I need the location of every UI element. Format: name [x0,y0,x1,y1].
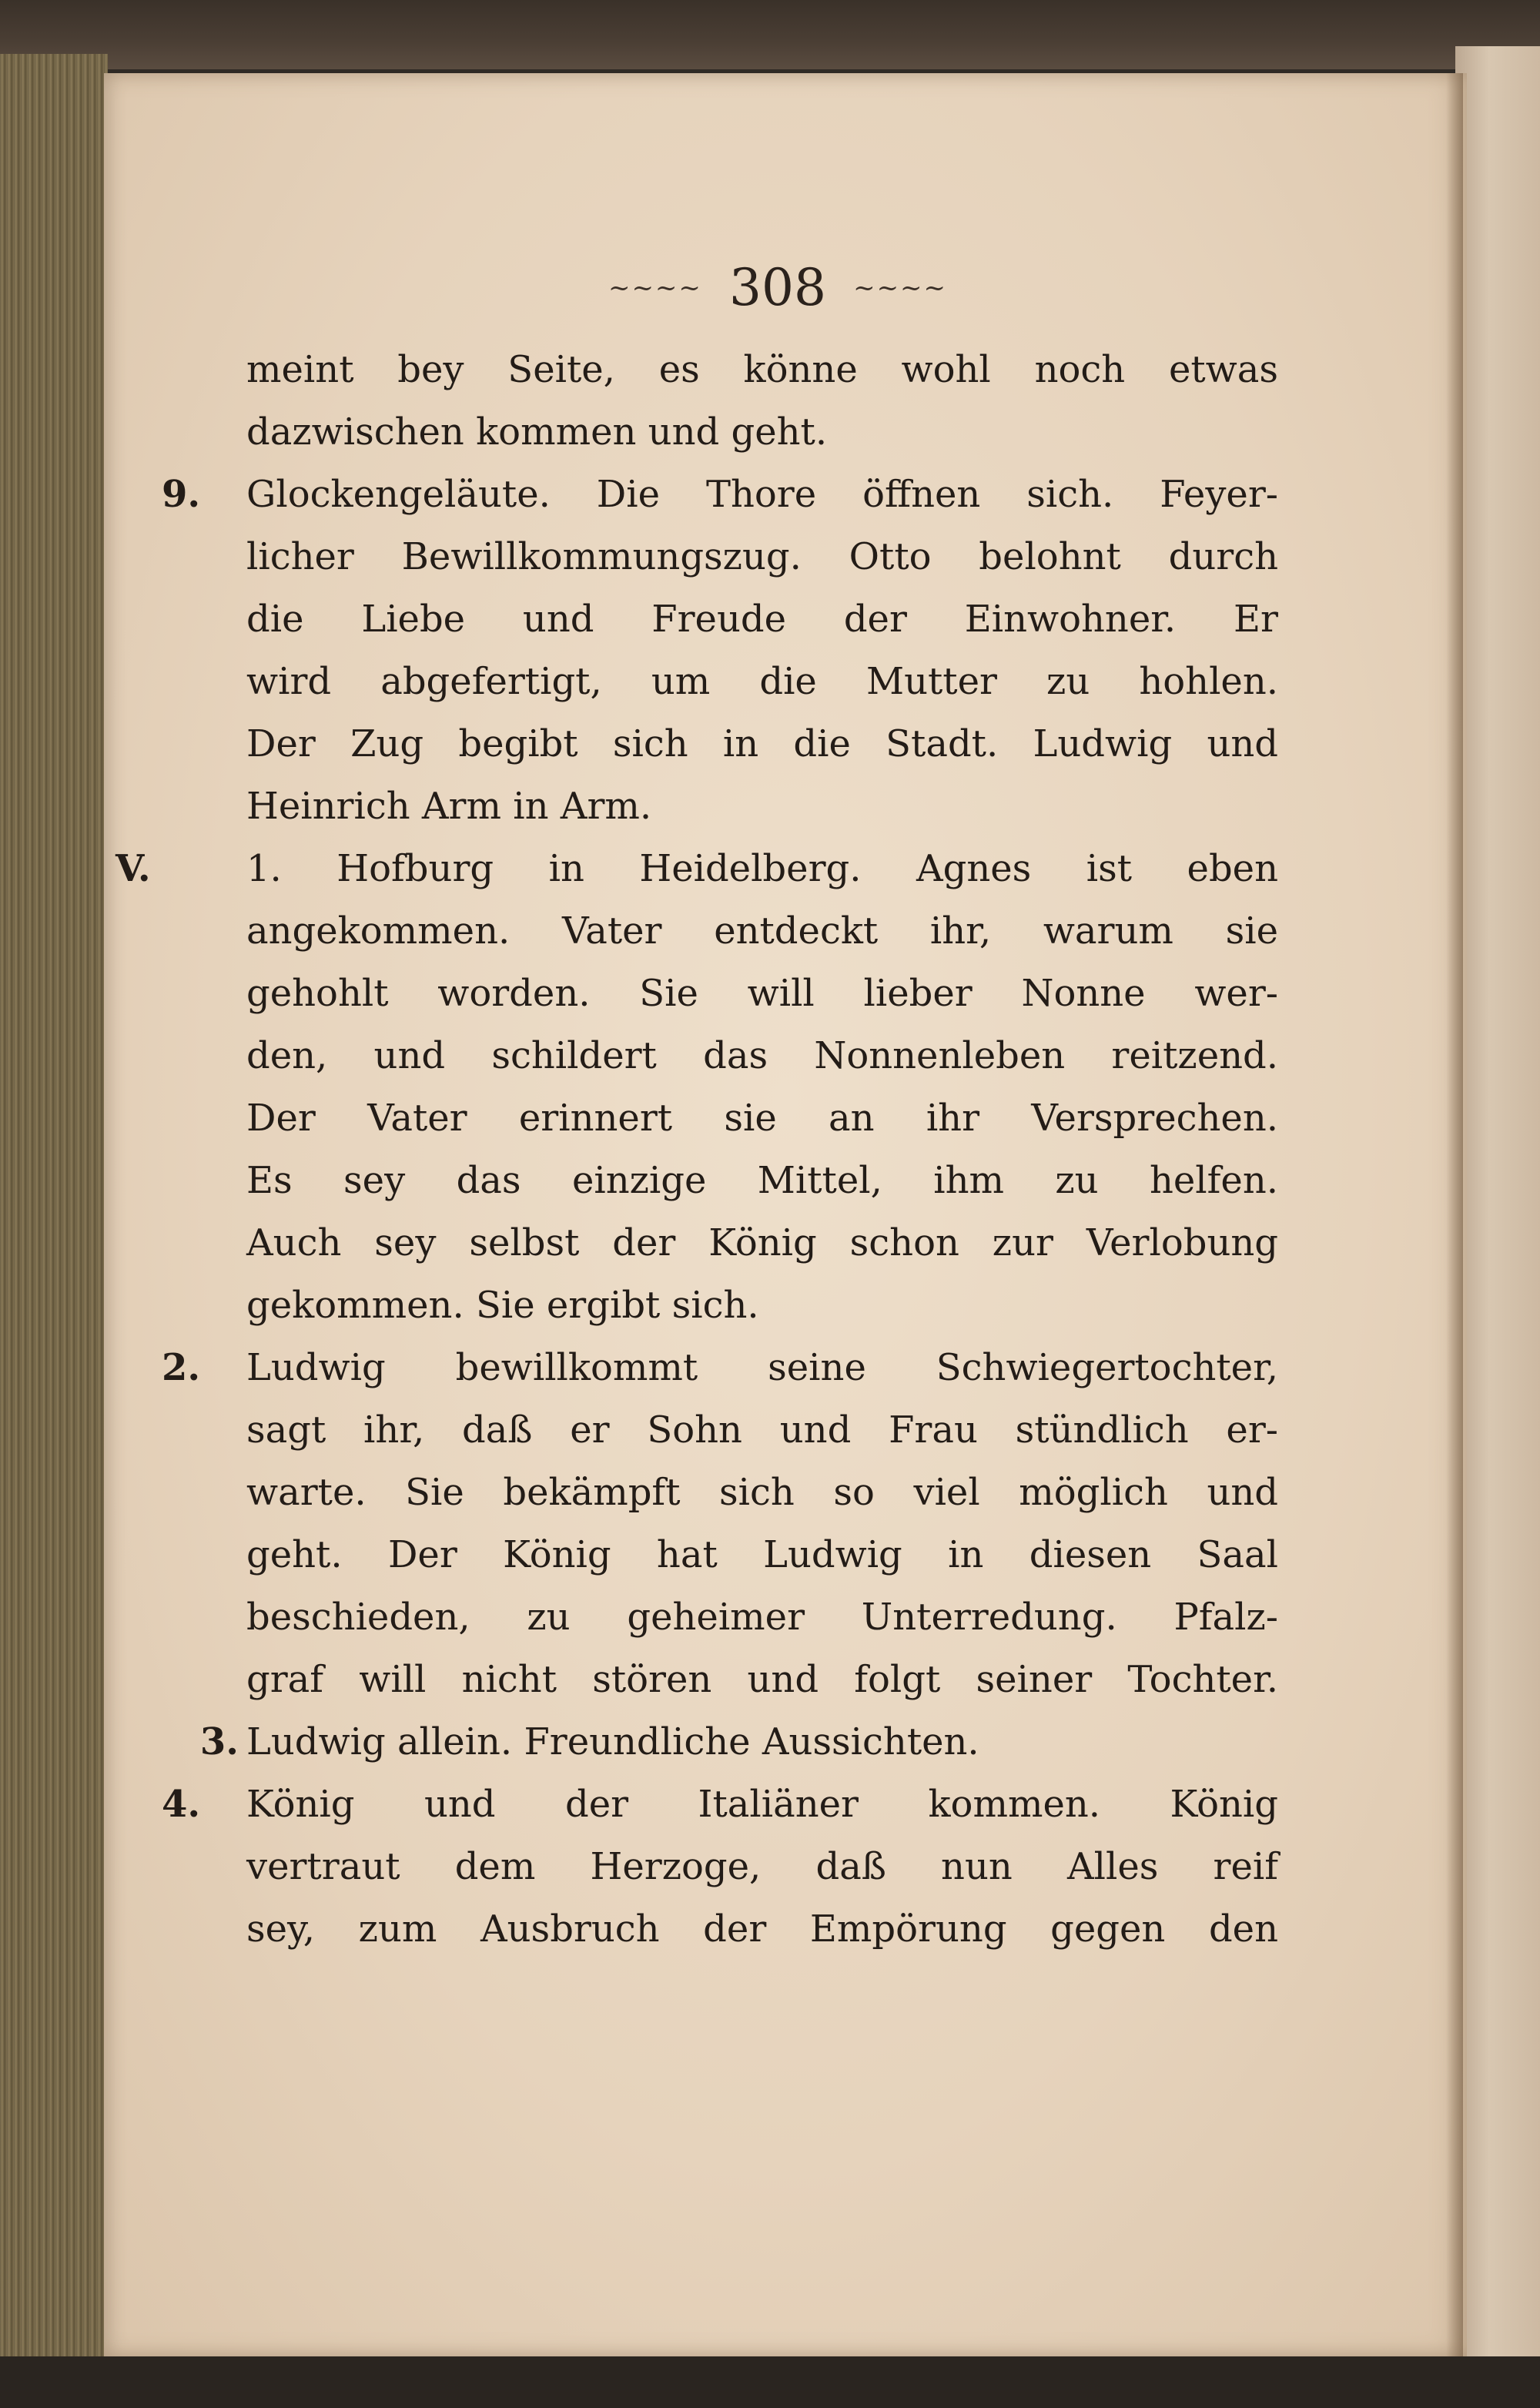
text-line [246,1649,1278,1711]
text-line [246,339,1278,401]
text-line [246,1150,1278,1212]
book-binding-top [0,0,1540,69]
text-line [246,1898,1278,1961]
line-text: Es sey das einzige Mittel, ihm zu helfen. [246,1159,1278,1202]
line-text: sagt ihr, daß er Sohn und Frau stündlich er- [246,1408,1278,1452]
text-line [199,1711,1278,1773]
line-text: Heinrich Arm in Arm. [246,785,652,828]
line-text: gehohlt worden. Sie will lieber Nonne wer- [246,972,1278,1015]
line-text: warte. Sie bekämpft sich so viel möglich und [246,1471,1278,1514]
line-text: König und der Italiäner kommen. König [246,1783,1278,1826]
text-line [246,1274,1278,1337]
line-text: wird abgefertigt, um die Mutter zu hohlen. [246,660,1278,703]
ornament-left: ~~~~ [608,272,702,303]
page-header [585,258,970,327]
page-number: 308 [729,258,826,317]
line-text: Ludwig allein. Freundliche Aussichten. [246,1720,979,1763]
item-marker: 4. [162,1783,201,1826]
line-text: Auch sey selbst der König schon zur Verlobung [246,1221,1278,1264]
line-text: beschieden, zu geheimer Unterredung. Pfalz- [246,1596,1278,1639]
line-text: 1. Hofburg in Heidelberg. Agnes ist eben [246,847,1278,890]
line-text: Ludwig bewillkommt seine Schwiegertochter, [246,1346,1278,1389]
text-line [246,1025,1278,1087]
text-line [246,1399,1278,1462]
item-marker: 3. [199,1720,239,1763]
line-text: Der Zug begibt sich in die Stadt. Ludwig und [246,722,1278,765]
text-line [246,900,1278,963]
text-line [246,775,1278,838]
line-text: meint bey Seite, es könne wohl noch etwas [246,348,1278,391]
line-text: den, und schildert das Nonnenleben reitzend. [246,1034,1278,1077]
text-line [116,838,1278,900]
text-line [246,1586,1278,1649]
line-text: sey, zum Ausbruch der Empörung gegen den [246,1907,1278,1951]
text-line [246,588,1278,651]
item-marker: 9. [162,473,201,516]
text-line [162,1773,1278,1836]
text-line [246,1462,1278,1524]
line-text: gekommen. Sie ergibt sich. [246,1284,759,1327]
text-line [162,1337,1278,1399]
page-gutter-shadow [1446,73,1463,2356]
section-marker: V. [116,847,151,890]
text-line [246,1212,1278,1274]
line-text: die Liebe und Freude der Einwohner. Er [246,598,1278,641]
facing-page-edge [1455,46,1540,2380]
line-text: graf will nicht stören und folgt seiner Tochter. [246,1658,1278,1701]
line-text: dazwischen kommen und geht. [246,410,828,454]
text-line [246,1087,1278,1150]
text-line [162,464,1278,526]
book-bottom-edge [0,2356,1540,2408]
text-line [246,713,1278,775]
line-text: geht. Der König hat Ludwig in diesen Saal [246,1533,1278,1576]
text-line [246,401,1278,464]
text-line [246,1524,1278,1586]
text-line [246,963,1278,1025]
line-text: Der Vater erinnert sie an ihr Versprechen. [246,1097,1278,1140]
text-line [246,651,1278,713]
line-text: licher Bewillkommungszug. Otto belohnt durch [246,535,1278,578]
text-line [246,1836,1278,1898]
text-line [246,526,1278,588]
line-text: vertraut dem Herzoge, daß nun Alles reif [246,1845,1278,1888]
line-text: Glockengeläute. Die Thore öffnen sich. Feyer- [246,473,1278,516]
page-edges-left [0,54,108,2372]
ornament-right: ~~~~ [853,272,948,303]
line-text: angekommen. Vater entdeckt ihr, warum sie [246,909,1278,953]
item-marker: 2. [162,1346,201,1389]
body-text [116,339,1278,1961]
